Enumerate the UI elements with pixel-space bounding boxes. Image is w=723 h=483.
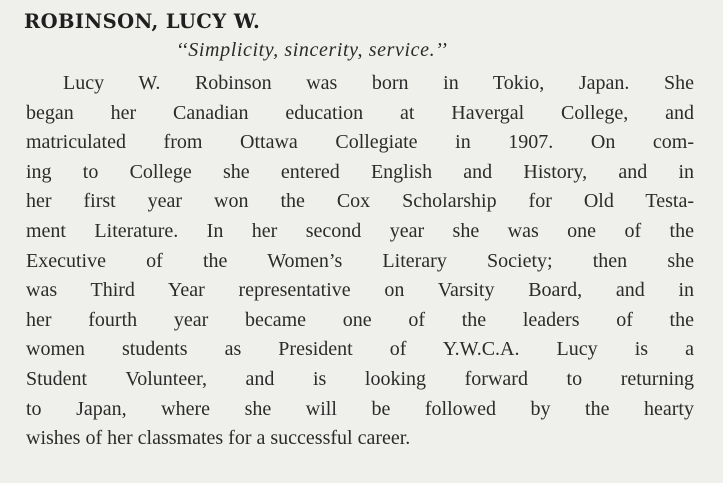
biography-paragraph [26,69,694,454]
biography-heading: ROBINSON, LUCY W. [24,10,261,33]
paragraph-line: wishes of her classmates for a successful career. [26,427,411,450]
paragraph-line: ing to College she entered English and History, and in [26,160,694,183]
paragraph-line: to Japan, where she will be followed by the hearty [26,397,694,420]
paragraph-line: matriculated from Ottawa Collegiate in 1907. On com- [26,131,694,154]
paragraph-line: her fourth year became one of the leaders of the [26,308,694,331]
paragraph-line: her first year won the Cox Scholarship for Old Testa- [26,190,694,213]
paragraph-line: ment Literature. In her second year she was one of the [26,219,694,242]
paragraph-line: began her Canadian education at Havergal College, and [26,101,694,124]
paragraph-line: Executive of the Women’s Literary Society; then she [26,249,694,272]
motto-quote: ‘‘Simplicity, sincerity, service.’’ [176,39,448,61]
paragraph-line: Student Volunteer, and is looking forward to returning [26,367,694,390]
paragraph-line: women students as President of Y.W.C.A. Lucy is a [26,338,694,361]
paragraph-line: was Third Year representative on Varsity Board, and in [26,279,694,302]
paragraph-line: Lucy W. Robinson was born in Tokio, Japan. She [63,72,694,94]
